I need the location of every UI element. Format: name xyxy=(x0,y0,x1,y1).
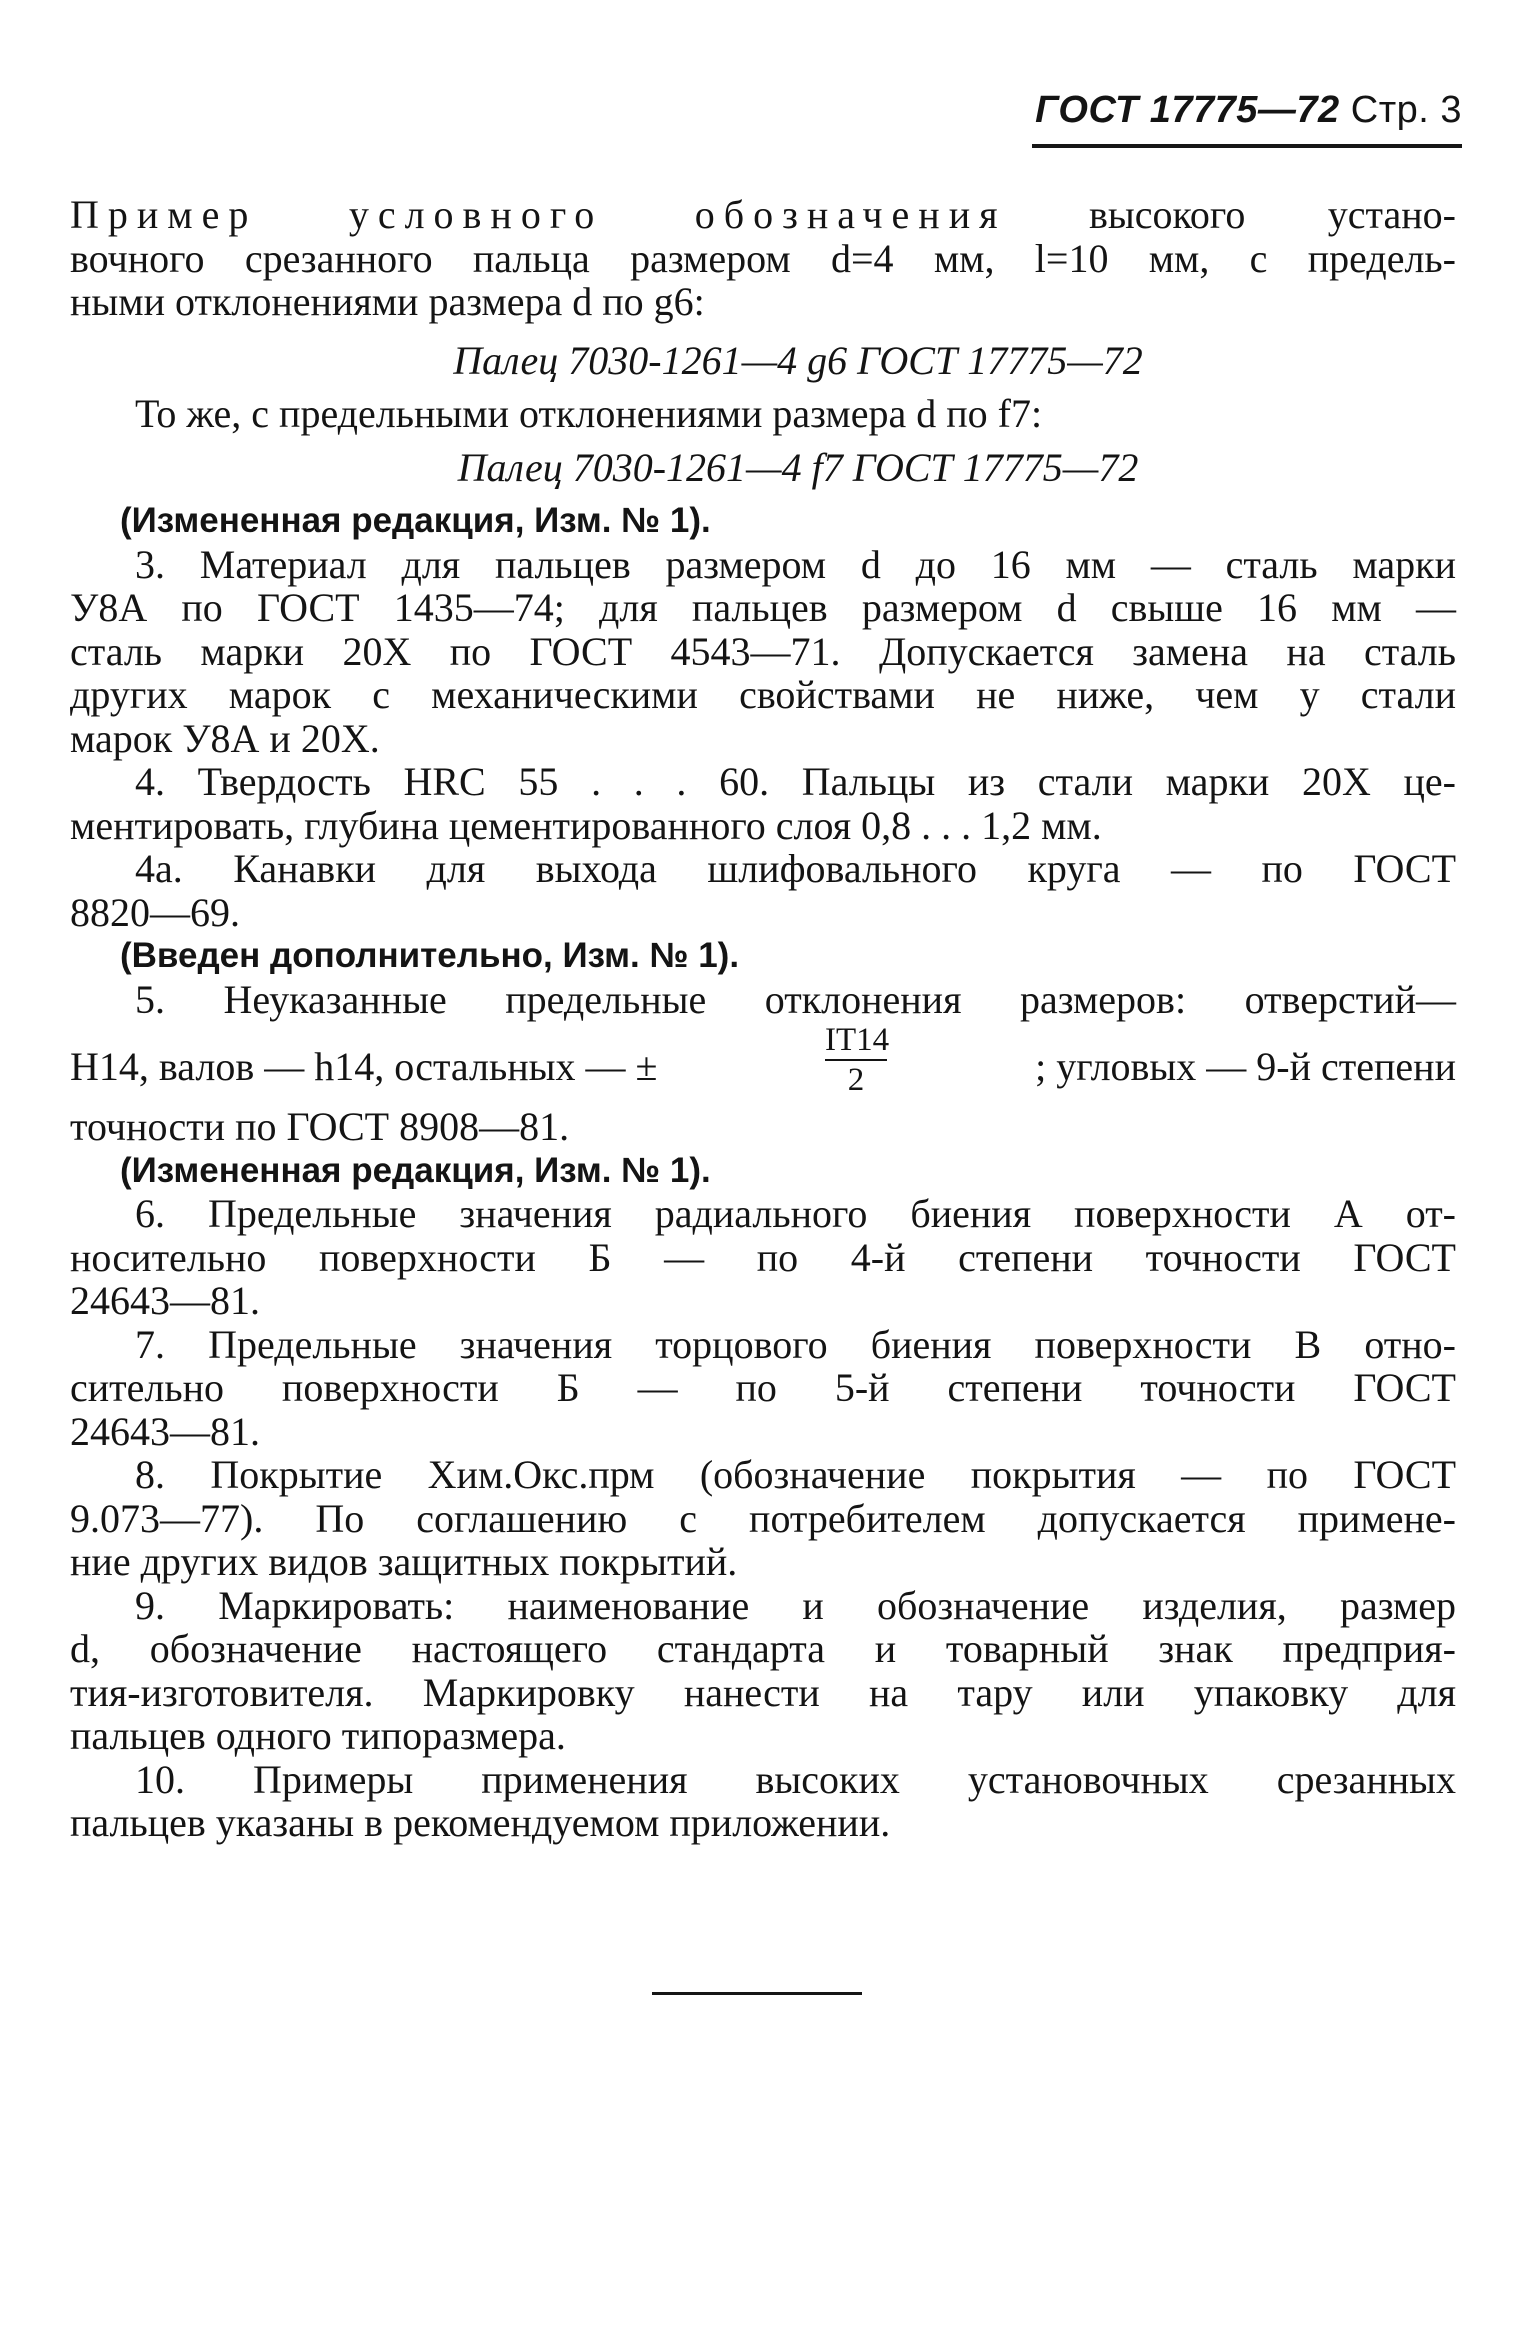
example-intro-line-3: ными отклонениями размера d по g6: xyxy=(70,279,705,324)
item9-line-4: пальцев одного типоразмера. xyxy=(70,1713,566,1758)
item9-line-2: d, обозначение настоящего стандарта и товарный знак предприя- xyxy=(70,1626,1456,1671)
item5-line-2 xyxy=(70,1021,1456,1105)
standard-number: ГОСТ 17775—72 xyxy=(1035,89,1340,131)
item8-line-1: 8. Покрытие Хим.Окс.прм (обозначение покрытия — по ГОСТ xyxy=(135,1452,1456,1497)
item4-line-2: ментировать, глубина цементированного слоя 0,8 . . . 1,2 мм. xyxy=(70,802,1102,848)
fraction-denominator: 2 xyxy=(847,1062,865,1098)
item5-line-3: точности по ГОСТ 8908—81. xyxy=(70,1104,570,1149)
example-intro-line-2: вочного срезанного пальца размером d=4 мм, l=10 мм, с предель- xyxy=(70,235,1456,281)
item3-line-2: У8А по ГОСТ 1435—74; для пальцев размером d свыше 16 мм — xyxy=(70,585,1456,630)
item3-line-1: 3. Материал для пальцев размером d до 16 мм — сталь марки xyxy=(135,541,1456,587)
example-intro-line-1 xyxy=(70,193,1456,237)
end-divider xyxy=(652,1992,862,1995)
page-header xyxy=(1032,88,1462,148)
page-number: Стр. 3 xyxy=(1350,89,1462,131)
item4a-line-2: 8820—69. xyxy=(70,889,240,935)
fraction-numerator: IT14 xyxy=(825,1021,887,1061)
item4a-line-1: 4а. Канавки для выхода шлифовального круга — по ГОСТ xyxy=(135,846,1456,891)
designation-g6: Палец 7030-1261—4 g6 ГОСТ 17775—72 xyxy=(453,337,1143,383)
item8-line-3: ние других видов защитных покрытий. xyxy=(70,1539,738,1584)
item5-line-1: 5. Неуказанные предельные отклонения размеров: отверстий— xyxy=(135,976,1456,1022)
note-added: (Введен дополнительно, Изм. № 1). xyxy=(120,936,740,975)
item10-line-1: 10. Примеры применения высоких установочных срезанных xyxy=(135,1756,1456,1802)
example-intro-spaced: Пример условного обозначения xyxy=(70,192,1007,237)
same-f7-line: То же, с предельными отклонениями размера d по f7: xyxy=(135,391,1043,436)
fraction-it14-over-2 xyxy=(825,1021,890,1099)
note-changed-1: (Измененная редакция, Изм. № 1). xyxy=(120,501,711,540)
note-changed-2: (Измененная редакция, Изм. № 1). xyxy=(120,1150,711,1190)
item9-line-3: тия-изготовителя. Маркировку нанести на тару или упаковку для xyxy=(70,1669,1456,1715)
item6-line-1: 6. Предельные значения радиального биения поверхности А от- xyxy=(135,1191,1456,1236)
example-intro-tail: высокого устано- xyxy=(1089,192,1457,237)
item3-line-4: других марок с механическими свойствами не ниже, чем у стали xyxy=(70,672,1456,717)
item5-left-text: Н14, валов — h14, остальных — ± xyxy=(70,1044,658,1089)
item4-line-1: 4. Твердость HRC 55 . . . 60. Пальцы из стали марки 20Х це- xyxy=(135,759,1456,804)
item8-line-2: 9.073—77). По соглашению с потребителем допускается примене- xyxy=(70,1495,1456,1541)
item5-right-text: ; угловых — 9-й степени xyxy=(1035,1044,1456,1089)
item7-line-3: 24643—81. xyxy=(70,1408,260,1454)
document-body xyxy=(70,193,1456,1845)
item10-line-2: пальцев указаны в рекомендуемом приложении. xyxy=(70,1800,891,1845)
item7-line-2: сительно поверхности Б — по 5-й степени точности ГОСТ xyxy=(70,1365,1456,1410)
item6-line-2: носительно поверхности Б — по 4-й степени точности ГОСТ xyxy=(70,1234,1456,1280)
item7-line-1: 7. Предельные значения торцового биения поверхности В отно- xyxy=(135,1321,1456,1367)
item6-line-3: 24643—81. xyxy=(70,1278,260,1323)
designation-f7: Палец 7030-1261—4 f7 ГОСТ 17775—72 xyxy=(457,444,1139,490)
item3-line-3: сталь марки 20Х по ГОСТ 4543—71. Допускается замена на сталь xyxy=(70,628,1456,674)
item9-line-1: 9. Маркировать: наименование и обозначение изделия, размер xyxy=(135,1582,1456,1628)
item3-line-5: марок У8А и 20Х. xyxy=(70,715,380,761)
